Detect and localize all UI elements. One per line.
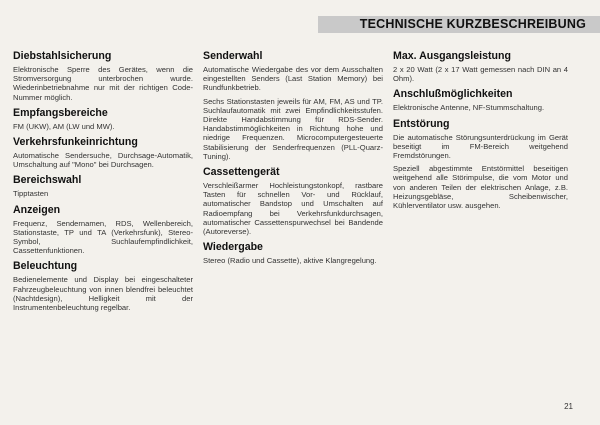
section-paragraph: Verschleißarmer Hochleistungstonkopf, rastbare Tasten für schnellen Vor- und Rücklauf, automatischer Bandstop und Umschalten auf Radioempfang bei Verkehrsfunkdurchsagen, automatischer Cassettenspurwechsel bei Bandende (Autoreverse).: [203, 181, 383, 237]
section: [13, 174, 193, 198]
section: [13, 204, 193, 256]
section: [393, 50, 568, 83]
section-paragraph: Stereo (Radio und Cassette), aktive Klangregelung.: [203, 256, 377, 266]
section-paragraph: FM (UKW), AM (LW und MW).: [13, 121, 115, 131]
section-paragraph: Tipptasten: [13, 189, 49, 199]
section: [393, 118, 568, 211]
section-paragraph: Automatische Wiedergabe des vor dem Ausschalten eingestellten Senders (Last Station Memory) bei Rundfunkbetrieb.: [203, 65, 383, 93]
section-paragraph: Elektronische Antenne, NF-Stummschaltung.: [393, 103, 545, 113]
section-paragraph: Bedienelemente und Display bei eingeschalteter Fahrzeugbeleuchtung von innen blendfrei beleuchtet (Nachtdesign), Helligkeit mit der Instrumentenbeleuchtung regelbar.: [13, 275, 193, 313]
section-paragraph: Sechs Stationstasten jeweils für AM, FM, AS und TP. Suchlaufautomatik mit zwei Empfindlichkeitsstufen. Direkte Handabstimmung für RDS-Sender. Handabstimmöglichkeiten in Richtung hohe und niedrige Frequenzen. Microcomputergesteuerte Stabilisierung der Senderfrequenzen (PLL-Quarz-Tuning).: [203, 96, 383, 161]
page-title: TECHNISCHE KURZBESCHREIBUNG: [359, 17, 586, 31]
section-paragraph: Speziell abgestimmte Entstörmittel beseitigen weitgehend alle Störimpulse, die vom Motor und von anderen Teilen der elektrischen Anlage, z.B. Heizungsgebläse, Scheibenwischer, Kühlerventilator usw. ausgehen.: [393, 164, 568, 211]
column-1: [13, 50, 193, 317]
page-number: 21: [564, 402, 573, 411]
section-heading: Empfangsbereiche: [13, 106, 108, 119]
column-3: [393, 50, 568, 215]
section: [13, 107, 193, 131]
section-heading: Wiedergabe: [203, 241, 263, 254]
section-heading: Cassettengerät: [203, 166, 280, 179]
section-heading: Bereichswahl: [13, 174, 82, 187]
section-paragraph: Elektronische Sperre des Gerätes, wenn die Stromversorgung unterbrochen wurde. Wiederinbetriebnahme nur mit der richtigen Code-Nummer möglich.: [13, 65, 193, 102]
header-bar: [318, 16, 600, 33]
section-paragraph: Die automatische Störungsunterdrückung im Gerät beseitigt im FM-Bereich weitgehend Fremdstörungen.: [393, 132, 568, 161]
section-heading: Anzeigen: [13, 203, 61, 216]
section: [203, 166, 383, 236]
section-paragraph: Frequenz, Sendernamen, RDS, Wellenbereich, Stationstaste, TP und TA (Verkehrsfunk), Stereo-Symbol, Suchlaufempfindlichkeit, Cassettenfunktionen.: [13, 218, 193, 256]
section-heading: Beleuchtung: [13, 260, 78, 273]
section-paragraph: 2 x 20 Watt (2 x 17 Watt gemessen nach DIN an 4 Ohm).: [393, 65, 568, 84]
section-heading: Anschlußmöglichkeiten: [393, 88, 513, 101]
section-heading: Max. Ausgangsleistung: [393, 50, 511, 62]
section: [203, 50, 383, 161]
column-2: [203, 50, 383, 270]
section: [13, 260, 193, 312]
section-heading: Verkehrsfunkeinrichtung: [13, 136, 138, 149]
section: [203, 241, 383, 265]
section-paragraph: Automatische Sendersuche, Durchsage-Automatik, Umschaltung auf "Mono" bei Durchsagen.: [13, 151, 193, 170]
section-heading: Diebstahlsicherung: [13, 50, 112, 62]
section-heading: Entstörung: [393, 117, 450, 130]
section: [13, 50, 193, 102]
section: [393, 88, 568, 112]
section: [13, 136, 193, 169]
section-heading: Senderwahl: [203, 50, 263, 62]
